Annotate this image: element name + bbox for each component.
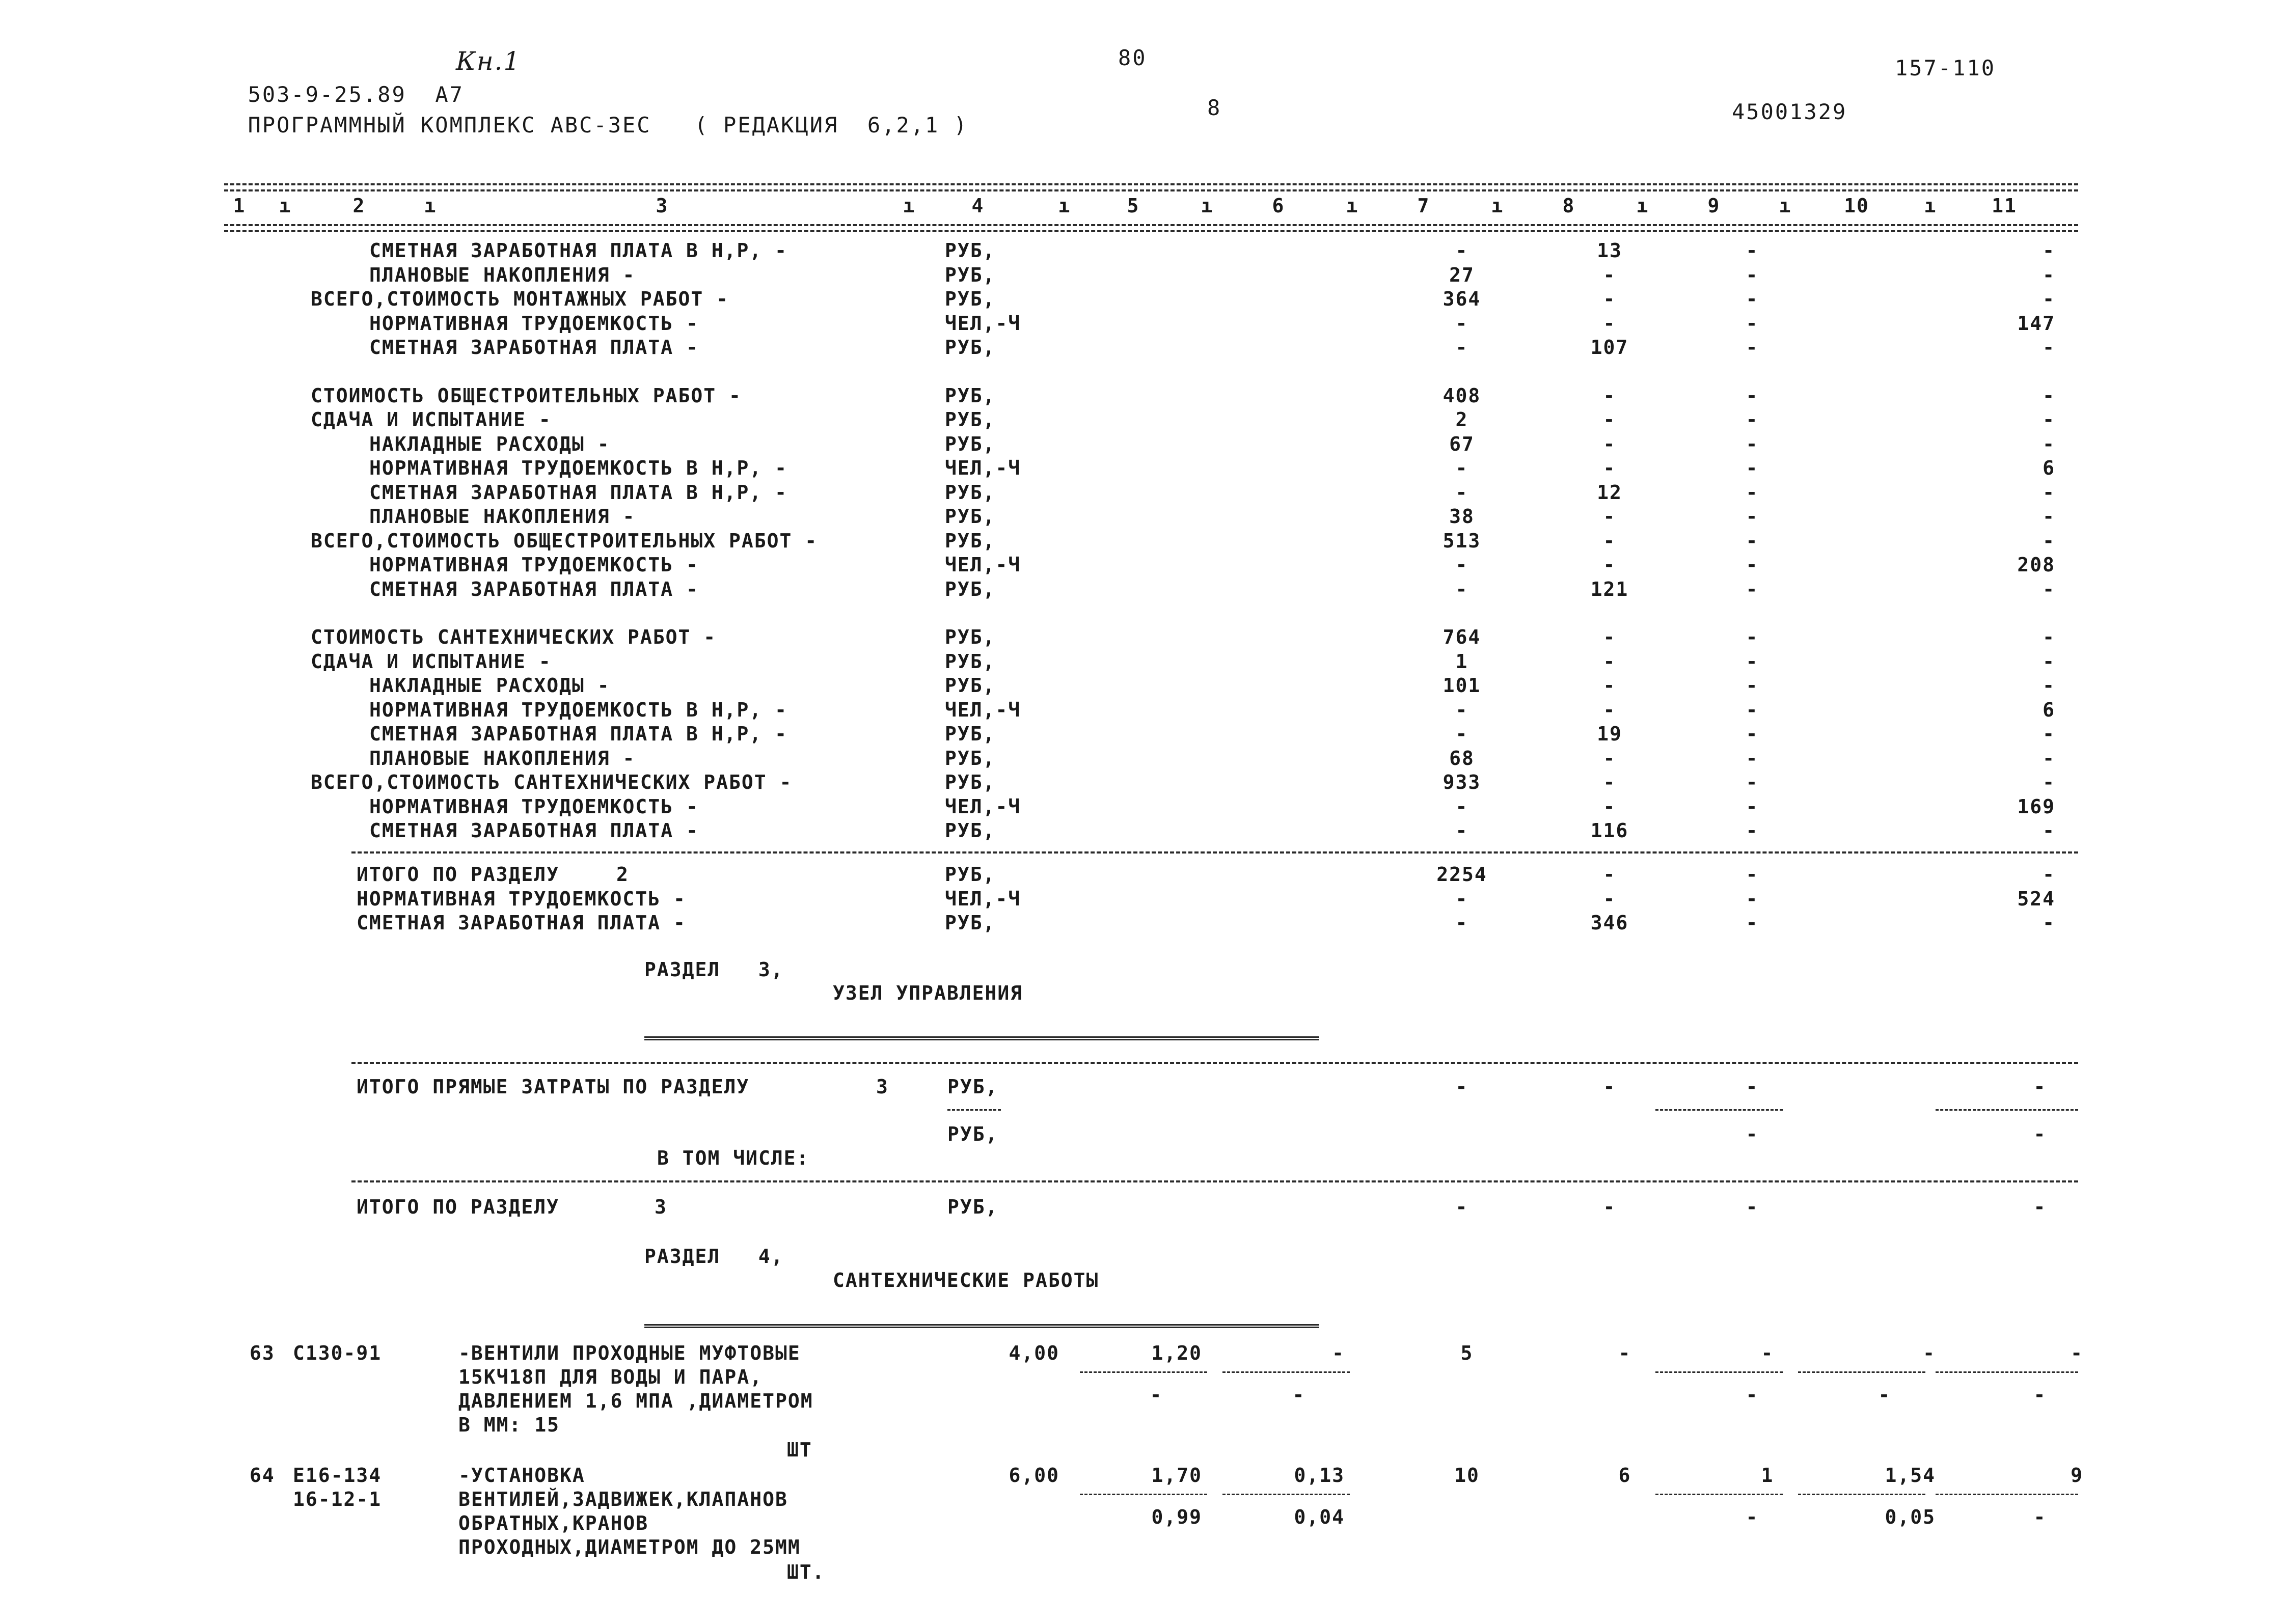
col8-value: - [1603,554,1616,576]
item-unit: ШТ [787,1439,812,1461]
col9-value: - [1746,529,1759,552]
item-col11-sub: - [2033,1384,2047,1406]
totals-unit: РУБ, [945,863,996,886]
col7-value: 1 [1455,650,1468,673]
col11-value: - [2043,263,2055,286]
item-subrule [1080,1494,1207,1495]
row-label: НОРМАТИВНАЯ ТРУДОЕМКОСТЬ - [369,312,699,335]
item-description: ОБРАТНЫХ,КРАНОВ [458,1512,649,1534]
item-description: -УСТАНОВКА [458,1464,585,1487]
item-description: ДАВЛЕНИЕМ 1,6 МПА ,ДИАМЕТРОМ [458,1390,813,1412]
col7-value: 764 [1443,626,1481,648]
col8-value: - [1603,887,1616,910]
item-description: -ВЕНТИЛИ ПРОХОДНЫЕ МУФТОВЫЕ [458,1342,801,1364]
col9-value: - [1746,577,1759,600]
section4-title: САНТЕХНИЧЕСКИЕ РАБОТЫ [833,1269,1099,1291]
row-label: НОРМАТИВНАЯ ТРУДОЕМКОСТЬ - [369,554,699,576]
col9-value: - [1746,723,1759,745]
row-label: НАКЛАДНЫЕ РАСХОДЫ - [369,432,610,455]
row-unit: РУБ, [945,239,996,262]
col8-value: 116 [1590,819,1629,842]
header-bottom-rule [224,224,2078,226]
col11-value: - [2043,723,2055,745]
col8-value: - [1603,432,1616,455]
col11-value: - [2043,650,2055,673]
row-label: ВСЕГО,СТОИМОСТЬ МОНТАЖНЫХ РАБОТ - [311,288,729,310]
col7-value: - [1455,481,1468,504]
col7-value: - [1455,795,1468,818]
row-unit: РУБ, [945,674,996,697]
item-col10-sub: 0,05 [1885,1506,1936,1528]
column-header: 5 [1127,195,1140,217]
col11-value: 6 [2043,457,2055,479]
col9-value: - [1746,432,1759,455]
col9-value: - [1746,505,1759,528]
col11-value: - [2043,674,2055,697]
section3-direct-num: 3 [876,1076,889,1098]
page-number: 80 [1118,45,1147,70]
software-name: ПРОГРАММНЫЙ КОМПЛЕКС АВС-3ЕС ( РЕДАКЦИЯ 6,2,1 ) [248,113,968,137]
item-subrule [1655,1494,1783,1495]
totals-unit: РУБ, [945,912,996,934]
row-unit: ЧЕЛ,-Ч [945,795,1021,818]
row-label: ПЛАНОВЫЕ НАКОПЛЕНИЯ - [369,263,636,286]
col7-value: 513 [1443,529,1481,552]
item-subrule [1655,1371,1783,1373]
column-header: 10 [1844,195,1869,217]
item-quantity: 4,00 [1009,1342,1059,1364]
row-label: СДАЧА И ИСПЫТАНИЕ - [311,408,552,431]
col7-value: 933 [1443,771,1481,793]
item-col7: 5 [1460,1342,1474,1364]
col7-value: - [1455,457,1468,479]
section4-double-rule [644,1324,1319,1328]
col7-value: - [1455,912,1468,934]
col11-value: 6 [2043,698,2055,721]
col8-value: - [1603,312,1616,335]
col7-value: 101 [1443,674,1481,697]
col8-value: 12 [1597,481,1622,504]
item-col5: 1,70 [1151,1464,1202,1487]
col11-value: - [2043,626,2055,648]
row-label: СМЕТНАЯ ЗАРАБОТНАЯ ПЛАТА - [369,336,699,359]
item-description: В ММ: 15 [458,1414,560,1436]
row-label: СМЕТНАЯ ЗАРАБОТНАЯ ПЛАТА В Н,Р, - [369,723,787,745]
col11-value: - [2043,288,2055,310]
item-unit: ШТ. [787,1561,825,1583]
col11-value: - [2043,384,2055,407]
item-col9-sub: - [1746,1506,1759,1528]
item-col11: 9 [2071,1464,2083,1487]
col8-value: - [1603,408,1616,431]
col11-value: 208 [2017,554,2055,576]
col8-value: - [1603,505,1616,528]
col9-value: - [1746,795,1759,818]
section4-heading: РАЗДЕЛ 4, [644,1245,784,1268]
col11-value: - [2043,408,2055,431]
col8-value: - [1603,771,1616,793]
row-unit: РУБ, [945,432,996,455]
totals-label: НОРМАТИВНАЯ ТРУДОЕМКОСТЬ - [357,887,686,910]
item-col6: 0,13 [1294,1464,1345,1487]
col11-value: - [2043,912,2055,934]
col11-value: 169 [2017,795,2055,818]
col11-value: 524 [2017,887,2055,910]
cell: - [2033,1123,2047,1145]
row-unit: ЧЕЛ,-Ч [945,554,1021,576]
col9-value: - [1746,626,1759,648]
row-unit: РУБ, [945,384,996,407]
col7-value: - [1455,698,1468,721]
item-description: 15КЧ18П ДЛЯ ВОДЫ И ПАРА, [458,1366,763,1388]
column-header: 1 [233,195,246,217]
col7-value: 38 [1449,505,1475,528]
col8-value: 346 [1590,912,1629,934]
col9-value: - [1746,887,1759,910]
document-id: 45001329 [1732,99,1847,124]
column-header: 11 [1992,195,2017,217]
row-unit: ЧЕЛ,-Ч [945,698,1021,721]
section3-direct-label: ИТОГО ПРЯМЫЕ ЗАТРАТЫ ПО РАЗДЕЛУ [357,1076,750,1098]
col9-value: - [1746,650,1759,673]
item-col10-sub: - [1878,1384,1891,1406]
row-unit: РУБ, [945,819,996,842]
col9-value: - [1746,863,1759,886]
row-label: СМЕТНАЯ ЗАРАБОТНАЯ ПЛАТА В Н,Р, - [369,481,787,504]
item-subrule [1222,1371,1350,1373]
col8-value: - [1603,626,1616,648]
totals-rule [351,851,2078,854]
row-label: НАКЛАДНЫЕ РАСХОДЫ - [369,674,610,697]
col7-value: - [1455,819,1468,842]
item-col5-sub: 0,99 [1151,1506,1202,1528]
col11-value: - [2043,529,2055,552]
table-top-rule [224,189,2078,191]
col8-value: 13 [1597,239,1622,262]
section3-title: УЗЕЛ УПРАВЛЕНИЯ [833,982,1023,1004]
section3-total-unit: РУБ, [947,1196,998,1218]
item-col6: - [1332,1342,1345,1364]
col7-value: 408 [1443,384,1481,407]
row-unit: РУБ, [945,505,996,528]
column-header: 8 [1562,195,1575,217]
row-unit: ЧЕЛ,-Ч [945,312,1021,335]
col9-value: - [1746,408,1759,431]
table-top-rule [224,183,2078,185]
row-label: НОРМАТИВНАЯ ТРУДОЕМКОСТЬ В Н,Р, - [369,698,787,721]
col8-value: 19 [1597,723,1622,745]
col9-value: - [1746,698,1759,721]
cell: - [2033,1076,2047,1098]
col7-value: 67 [1449,432,1475,455]
col11-value: - [2043,336,2055,359]
col11-value: - [2043,577,2055,600]
row-label: ВСЕГО,СТОИМОСТЬ САНТЕХНИЧЕСКИХ РАБОТ - [311,771,793,793]
item-code: Е16-134 [293,1464,382,1487]
col8-value: - [1603,529,1616,552]
col7-value: 68 [1449,747,1475,769]
item-subrule [1936,1371,2078,1373]
item-col9-sub: - [1746,1384,1759,1406]
totals-label: СМЕТНАЯ ЗАРАБОТНАЯ ПЛАТА - [357,912,686,934]
col9-value: - [1746,912,1759,934]
item-subrule [1222,1494,1350,1495]
row-unit: РУБ, [945,771,996,793]
col7-value: - [1455,312,1468,335]
item-subrule [1798,1371,1925,1373]
section3-unit: РУБ, [947,1076,998,1098]
item-col10: 1,54 [1885,1464,1936,1487]
col9-value: - [1746,819,1759,842]
item-number: 64 [250,1464,275,1487]
item-code-2: 16-12-1 [293,1488,382,1510]
item-col8: 6 [1618,1464,1631,1487]
row-unit: РУБ, [945,481,996,504]
sheet-number: 157-110 [1895,56,1996,80]
cell: - [1603,1076,1616,1098]
item-code: С130-91 [293,1342,382,1364]
col9-value: - [1746,312,1759,335]
item-col11-sub: - [2033,1506,2047,1528]
item-col6-sub: - [1292,1384,1305,1406]
col9-value: - [1746,336,1759,359]
section3-double-rule [644,1036,1319,1040]
row-label: СТОИМОСТЬ ОБЩЕСТРОИТЕЛЬНЫХ РАБОТ - [311,384,742,407]
col8-value: - [1603,747,1616,769]
subtotal-rule [1936,1109,2078,1111]
col8-value: - [1603,650,1616,673]
section3-total-label: ИТОГО ПО РАЗДЕЛУ [357,1196,560,1218]
cell: - [1746,1076,1759,1098]
row-label: НОРМАТИВНАЯ ТРУДОЕМКОСТЬ В Н,Р, - [369,457,787,479]
row-unit: ЧЕЛ,-Ч [945,457,1021,479]
row-unit: РУБ, [945,336,996,359]
col7-value: - [1455,887,1468,910]
item-subrule [1936,1494,2078,1495]
col9-value: - [1746,674,1759,697]
section3-heading: РАЗДЕЛ 3, [644,958,784,981]
col11-value: - [2043,505,2055,528]
section3-rule [351,1062,2078,1064]
col11-value: - [2043,863,2055,886]
col11-value: - [2043,239,2055,262]
row-label: СДАЧА И ИСПЫТАНИЕ - [311,650,552,673]
row-label: СМЕТНАЯ ЗАРАБОТНАЯ ПЛАТА - [369,577,699,600]
section3-unit2: РУБ, [947,1123,998,1145]
subtotal-rule [1655,1109,1783,1111]
handwritten-mark: Кн.1 [456,46,521,76]
col9-value: - [1746,263,1759,286]
section3-including: В ТОМ ЧИСЛЕ: [657,1147,809,1169]
col8-value: 121 [1590,577,1629,600]
col9-value: - [1746,747,1759,769]
col7-value: - [1455,554,1468,576]
item-col5-sub: - [1150,1384,1163,1406]
col7-value: - [1455,239,1468,262]
totals-label: ИТОГО ПО РАЗДЕЛУ [357,863,560,886]
col11-value: - [2043,747,2055,769]
item-col8: - [1618,1342,1631,1364]
item-col9: 1 [1761,1464,1774,1487]
row-unit: РУБ, [945,577,996,600]
row-unit: РУБ, [945,723,996,745]
section3-total-num: 3 [655,1196,667,1218]
col11-value: - [2043,771,2055,793]
col9-value: - [1746,384,1759,407]
header-bottom-rule [224,230,2078,232]
row-unit: РУБ, [945,529,996,552]
col7-value: 27 [1449,263,1475,286]
row-unit: РУБ, [945,408,996,431]
col8-value: - [1603,863,1616,886]
col8-value: 107 [1590,336,1629,359]
col11-value: 147 [2017,312,2055,335]
column-header: 6 [1272,195,1285,217]
col9-value: - [1746,554,1759,576]
column-header: 2 [352,195,366,217]
col9-value: - [1746,771,1759,793]
cell: - [1455,1196,1468,1218]
item-quantity: 6,00 [1009,1464,1059,1487]
col7-value: 364 [1443,288,1481,310]
item-description: ПРОХОДНЫХ,ДИАМЕТРОМ ДО 25ММ [458,1536,801,1558]
col8-value: - [1603,795,1616,818]
col8-value: - [1603,288,1616,310]
col9-value: - [1746,239,1759,262]
row-label: ПЛАНОВЫЕ НАКОПЛЕНИЯ - [369,505,636,528]
col7-value: 2254 [1436,863,1487,886]
column-header: 7 [1417,195,1430,217]
col8-value: - [1603,674,1616,697]
item-subrule [1080,1371,1207,1373]
cell: - [1455,1076,1468,1098]
row-label: СМЕТНАЯ ЗАРАБОТНАЯ ПЛАТА - [369,819,699,842]
col8-value: - [1603,457,1616,479]
cell: - [2033,1196,2047,1218]
totals-unit: ЧЕЛ,-Ч [945,887,1021,910]
column-header: 3 [656,195,669,217]
col11-value: - [2043,432,2055,455]
row-unit: РУБ, [945,650,996,673]
col7-value: - [1455,577,1468,600]
col11-value: - [2043,819,2055,842]
item-col7: 10 [1454,1464,1480,1487]
cell: - [1746,1123,1759,1145]
column-header: 9 [1707,195,1721,217]
row-label: ПЛАНОВЫЕ НАКОПЛЕНИЯ - [369,747,636,769]
row-unit: РУБ, [945,288,996,310]
row-label: НОРМАТИВНАЯ ТРУДОЕМКОСТЬ - [369,795,699,818]
col8-value: - [1603,384,1616,407]
col9-value: - [1746,288,1759,310]
part-number: 8 [1207,95,1222,120]
totals-section-num: 2 [616,863,629,886]
col11-value: - [2043,481,2055,504]
item-col11: - [2071,1342,2083,1364]
row-label: СМЕТНАЯ ЗАРАБОТНАЯ ПЛАТА В Н,Р, - [369,239,787,262]
subtotal-rule [947,1109,1001,1111]
col9-value: - [1746,457,1759,479]
row-unit: РУБ, [945,747,996,769]
section3-rule [351,1180,2078,1182]
col7-value: - [1455,723,1468,745]
item-number: 63 [250,1342,275,1364]
item-description: ВЕНТИЛЕЙ,ЗАДВИЖЕК,КЛАПАНОВ [458,1488,788,1510]
item-col9: - [1761,1342,1774,1364]
col9-value: - [1746,481,1759,504]
col7-value: - [1455,336,1468,359]
item-col6-sub: 0,04 [1294,1506,1345,1528]
document-code: 503-9-25.89 А7 [248,82,464,107]
col8-value: - [1603,698,1616,721]
item-subrule [1798,1494,1925,1495]
col7-value: 2 [1455,408,1468,431]
col8-value: - [1603,263,1616,286]
item-col10: - [1923,1342,1936,1364]
row-unit: РУБ, [945,626,996,648]
cell: - [1603,1196,1616,1218]
item-col5: 1,20 [1151,1342,1202,1364]
row-unit: РУБ, [945,263,996,286]
row-label: ВСЕГО,СТОИМОСТЬ ОБЩЕСТРОИТЕЛЬНЫХ РАБОТ - [311,529,818,552]
cell: - [1746,1196,1759,1218]
column-header: 4 [971,195,985,217]
row-label: СТОИМОСТЬ САНТЕХНИЧЕСКИХ РАБОТ - [311,626,717,648]
